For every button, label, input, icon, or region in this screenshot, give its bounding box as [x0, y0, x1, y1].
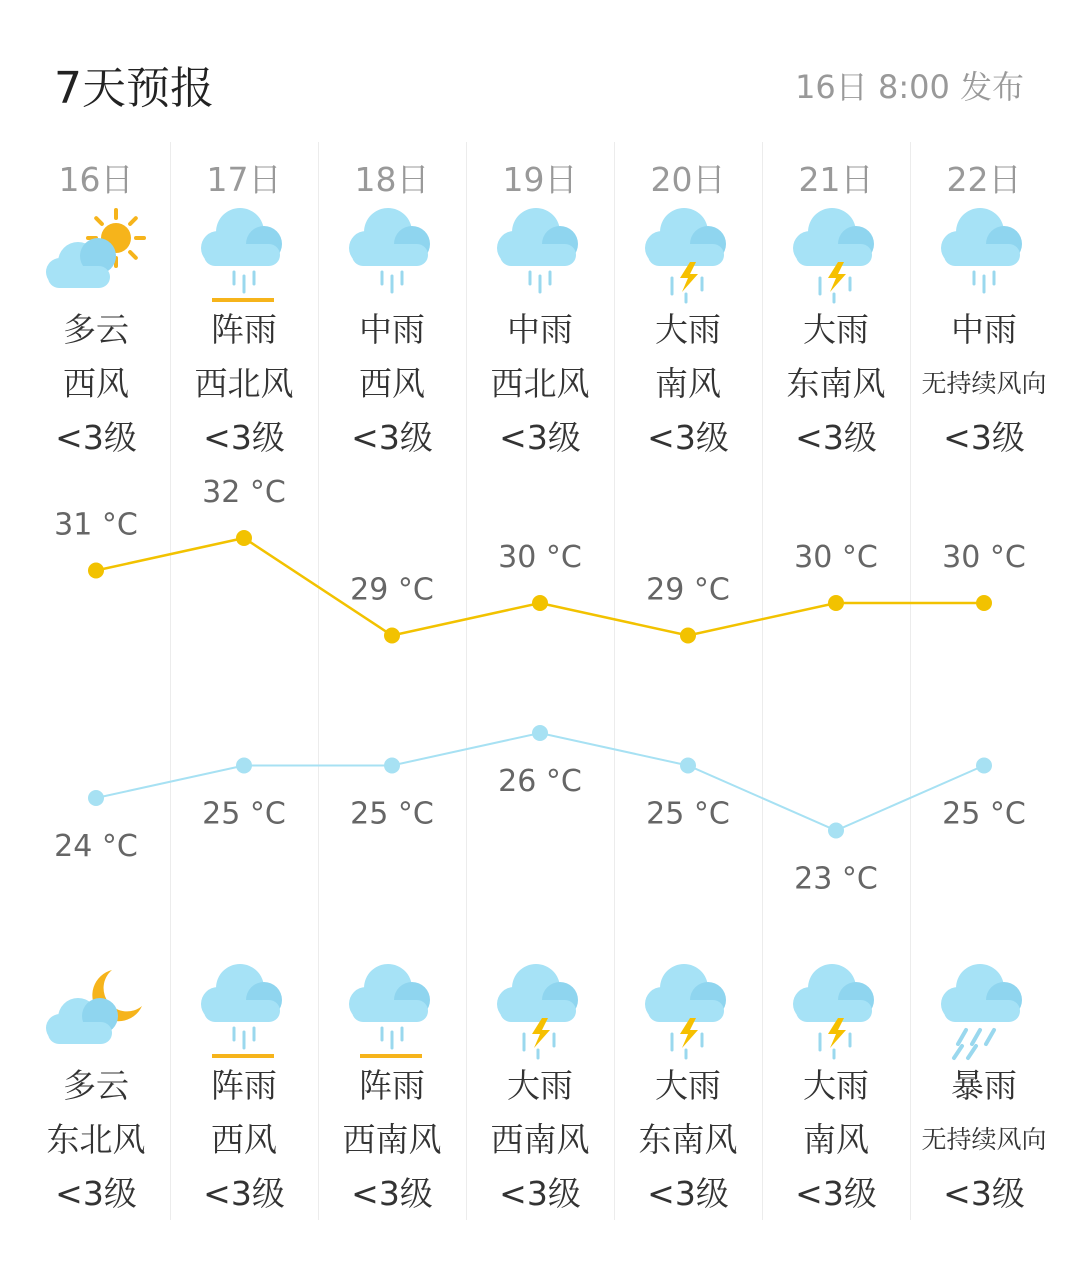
night-wind-level: <3级 [499, 1174, 581, 1213]
night-condition: 大雨 [507, 1066, 573, 1105]
high-temp-point [236, 530, 252, 546]
low-temp-label: 25 °C [202, 796, 286, 832]
high-temp-point [680, 628, 696, 644]
high-temp-point [384, 628, 400, 644]
day-condition: 阵雨 [211, 310, 277, 349]
night-wind-level: <3级 [351, 1174, 433, 1213]
night-wind-level: <3级 [55, 1174, 137, 1213]
low-temp-point [384, 758, 400, 774]
low-temp-point [236, 758, 252, 774]
low-temp-point [88, 790, 104, 806]
day-date: 20日 [650, 160, 726, 199]
high-temp-label: 31 °C [54, 507, 138, 543]
night-wind: 西南风 [342, 1120, 442, 1159]
day-wind-level: <3级 [943, 418, 1025, 457]
night-condition: 多云 [63, 1066, 129, 1105]
night-wind: 无持续风向 [921, 1125, 1047, 1154]
day-date: 22日 [946, 160, 1022, 199]
day-condition: 中雨 [507, 310, 573, 349]
day-wind-level: <3级 [795, 418, 877, 457]
low-temp-point [680, 758, 696, 774]
day-condition: 大雨 [655, 310, 721, 349]
night-condition: 暴雨 [951, 1066, 1017, 1105]
day-wind-level: <3级 [351, 418, 433, 457]
day-condition: 大雨 [803, 310, 869, 349]
night-wind-level: <3级 [795, 1174, 877, 1213]
day-wind-level: <3级 [203, 418, 285, 457]
night-wind: 西南风 [490, 1120, 590, 1159]
night-condition: 大雨 [803, 1066, 869, 1105]
day-date: 16日 [58, 160, 134, 199]
low-temp-label: 23 °C [794, 861, 878, 897]
low-temp-label: 25 °C [646, 796, 730, 832]
low-temp-label: 25 °C [350, 796, 434, 832]
day-wind-level: <3级 [499, 418, 581, 457]
day-wind-level: <3级 [55, 418, 137, 457]
publish-time: 16日 8:00 发布 [795, 68, 1024, 106]
high-temp-label: 30 °C [794, 540, 878, 575]
header-title: 7天预报 [54, 63, 214, 114]
low-temp-point [976, 758, 992, 774]
day-condition: 中雨 [951, 310, 1017, 349]
day-date: 18日 [354, 160, 430, 199]
day-condition: 多云 [63, 310, 129, 349]
night-wind-level: <3级 [943, 1174, 1025, 1213]
day-date: 21日 [798, 160, 874, 199]
day-wind: 南风 [655, 364, 721, 403]
night-wind: 西风 [211, 1120, 277, 1159]
night-wind-level: <3级 [647, 1174, 729, 1213]
low-temp-label: 24 °C [54, 829, 138, 864]
high-temp-label: 29 °C [646, 572, 730, 608]
night-wind: 东南风 [638, 1120, 738, 1159]
low-temp-point [532, 725, 548, 741]
night-wind: 东北风 [46, 1120, 146, 1159]
day-date: 17日 [206, 160, 282, 199]
high-temp-label: 32 °C [202, 475, 286, 510]
high-temp-label: 30 °C [942, 540, 1026, 575]
night-condition: 阵雨 [211, 1066, 277, 1105]
high-temp-label: 29 °C [350, 572, 434, 608]
night-wind: 南风 [803, 1120, 869, 1159]
high-temp-points [54, 475, 1026, 644]
night-condition: 阵雨 [359, 1066, 425, 1105]
low-temp-label: 25 °C [942, 796, 1026, 832]
low-temp-point [828, 823, 844, 839]
day-wind: 东南风 [786, 364, 886, 403]
night-wind-level: <3级 [203, 1174, 285, 1213]
day-date: 19日 [502, 160, 578, 199]
high-temp-label: 30 °C [498, 540, 582, 575]
day-wind: 西北风 [490, 364, 590, 403]
day-wind: 西风 [359, 364, 425, 403]
low-temp-label: 26 °C [498, 764, 582, 799]
day-wind-level: <3级 [647, 418, 729, 457]
high-temp-point [976, 595, 992, 611]
day-condition: 中雨 [359, 310, 425, 349]
day-wind: 无持续风向 [921, 369, 1047, 398]
high-temp-point [532, 595, 548, 611]
high-temp-point [828, 595, 844, 611]
day-wind: 西风 [63, 364, 129, 403]
night-condition: 大雨 [655, 1066, 721, 1105]
day-wind: 西北风 [194, 364, 294, 403]
high-temp-point [88, 563, 104, 579]
